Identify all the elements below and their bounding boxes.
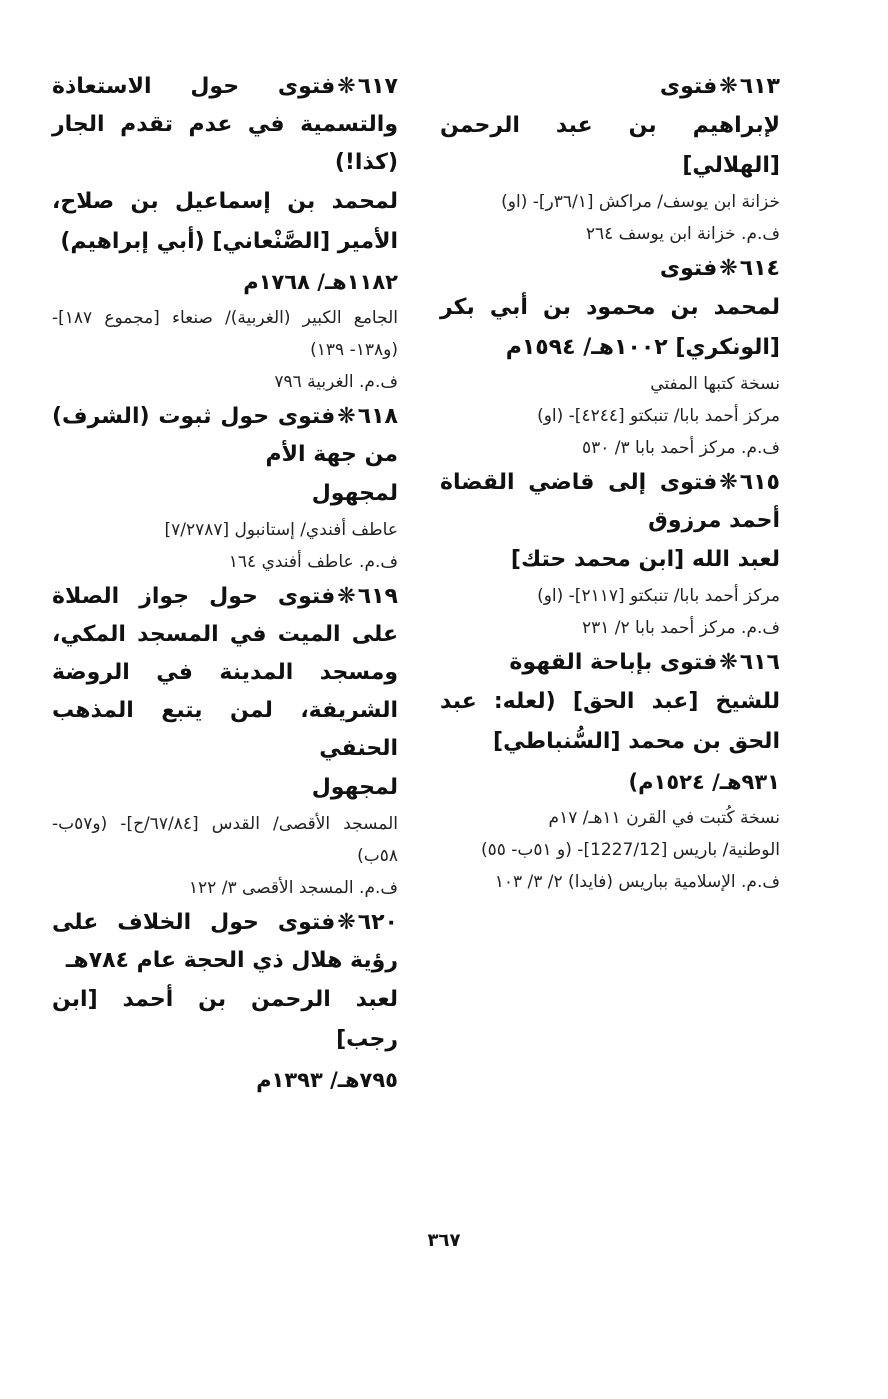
entry-author: لمحمد بن إسماعيل بن صلاح، الأمير [الصَّنْعاني] (أبي إبراهيم) [52,189,398,254]
entry-title: فتوى حول ثبوت (الشرف) من جهة الأم [52,404,398,467]
entry-number: ٦١٤ [739,256,780,281]
entry-620 [52,904,398,1100]
entry-number: ٦١٥ [739,470,780,495]
entry-number: ٦١٦ [739,650,780,675]
entry-author: لعبد الله [ابن محمد حتك] [510,547,780,572]
entry-title: فتوى [659,256,718,281]
entry-number: ٦٢٠ [357,910,398,935]
left-column [52,68,398,1100]
entry-616 [440,644,780,898]
entry-618 [52,398,398,578]
entry-date: ٧٩٥هـ/ ١٣٩٣م [256,1068,398,1092]
entry-note: نسخة كتبها المفتي [650,374,780,394]
entry-reference: ف.م. عاطف أفندي ١٦٤ [228,552,398,572]
entry-title: فتوى حول جواز الصلاة على الميت في المسجد المكي، ومسجد المدينة في الروضة الشريفة، لمن يتبع المذهب الحنفي [52,584,398,761]
entry-title: فتوى [659,74,718,99]
entry-reference: ف.م. الإسلامية بباريس (فايدا) ٢/ ٣/ ١٠٣ [494,872,780,892]
entry-author: لمجهول [311,481,398,506]
entry-location: مركز أحمد بابا/ تنبكتو [٢١١٧]- (او) [537,586,780,606]
asterisk-icon: ❋ [719,74,738,99]
right-column [440,68,780,898]
entry-reference: ف.م. مركز أحمد بابا ٣/ ٥٣٠ [581,438,780,458]
entry-author: للشيخ [عبد الحق] (لعله: عبد الحق بن محمد [السُّنباطي] [440,689,780,754]
entry-title: فتوى حول الاستعاذة والتسمية في عدم تقدم الجار (كذا!) [52,74,398,175]
entry-title: فتوى إلى قاضي القضاة أحمد مرزوق [440,470,780,533]
entry-date: ٩٣١هـ/ ١٥٢٤م) [628,770,780,794]
entry-author: لمحمد بن محمود بن أبي بكر [الونكري] ١٠٠٢هـ/ ١٥٩٤م [440,295,780,360]
entry-614 [440,250,780,464]
entry-number: ٦١٣ [739,74,780,99]
entry-reference: ف.م. مركز أحمد بابا ٢/ ٢٣١ [581,618,780,638]
entry-619 [52,578,398,904]
entry-author: لإبراهيم بن عبد الرحمن [الهلالي] [440,113,780,178]
entry-location: الوطنية/ باريس [1227/12]- (و ٥١ب- ٥٥) [480,840,780,860]
entry-author: لمجهول [311,775,398,800]
entry-reference: ف.م. الغربية ٧٩٦ [274,372,398,392]
entry-617 [52,68,398,398]
entry-date: ١١٨٢هـ/ ١٧٦٨م [243,270,398,294]
asterisk-icon: ❋ [337,404,356,429]
entry-title: فتوى حول الخلاف على رؤية هلال ذي الحجة عام ٧٨٤هـ [52,910,398,973]
asterisk-icon: ❋ [719,470,738,495]
entry-location: عاطف أفندي/ إستانبول [٧/٢٧٨٧] [164,520,398,540]
entry-613 [440,68,780,250]
entry-reference: ف.م. خزانة ابن يوسف ٢٦٤ [585,224,780,244]
entry-615 [440,464,780,644]
entry-number: ٦١٨ [357,404,398,429]
entry-author: لعبد الرحمن بن أحمد [ابن رجب] [52,987,398,1052]
entry-location: المسجد الأقصى/ القدس [٦٧/٨٤/ح]- (و٥٧ب- ٥٨ب) [52,814,399,866]
entry-title: فتوى بإباحة القهوة [509,650,718,675]
asterisk-icon: ❋ [337,74,356,99]
entry-number: ٦١٧ [357,74,398,99]
entry-location: مركز أحمد بابا/ تنبكتو [٤٢٤٤]- (او) [537,406,780,426]
entry-number: ٦١٩ [357,584,398,609]
entry-note: نسخة كُتبت في القرن ١١هـ/ ١٧م [548,808,780,828]
asterisk-icon: ❋ [337,910,356,935]
page-number: ٣٦٧ [427,1230,461,1251]
entry-reference: ف.م. المسجد الأقصى ٣/ ١٢٢ [188,878,398,898]
entry-location: الجامع الكبير (الغربية)/ صنعاء [مجموع ١٨٧]- (و١٣٨- ١٣٩) [52,308,398,360]
asterisk-icon: ❋ [719,256,738,281]
asterisk-icon: ❋ [337,584,356,609]
asterisk-icon: ❋ [719,650,738,675]
entry-location: خزانة ابن يوسف/ مراكش [٣٦/١ر]- (او) [501,192,780,212]
